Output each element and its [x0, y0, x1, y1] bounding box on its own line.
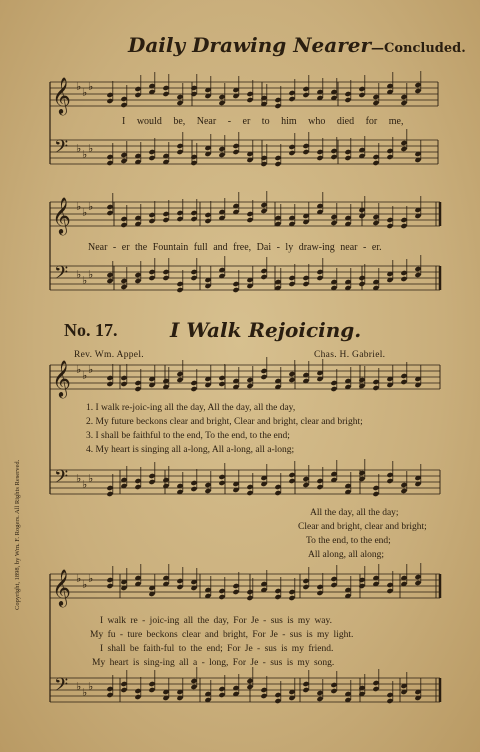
key-flat: ♭ — [76, 363, 82, 376]
key-flat: ♭ — [88, 142, 94, 155]
refrain-2: My fu - ture beckons clear and bright, For Je - sus is my light. — [90, 630, 354, 640]
echo-3: To the end, to the end; — [306, 536, 391, 546]
key-flat: ♭ — [88, 268, 94, 281]
song2-lyricist: Rev. Wm. Appel. — [74, 350, 144, 360]
verse-1: 1. I walk re-joic-ing all the day, All the day, all the day, — [86, 403, 296, 413]
key-flat: ♭ — [88, 572, 94, 585]
verse-2: 2. My future beckons clear and bright, Clear and bright, clear and bright; — [86, 417, 363, 427]
key-flat: ♭ — [76, 680, 82, 693]
verse-3: 3. I shall be faithful to the end, To the end, to the end; — [86, 431, 290, 441]
key-flat: ♭ — [82, 578, 88, 591]
echo-1: All the day, all the day; — [310, 508, 399, 518]
treble-clef: 𝄞 — [52, 196, 71, 234]
bass-clef: 𝄢 — [54, 263, 69, 288]
key-flat: ♭ — [76, 80, 82, 93]
key-flat: ♭ — [76, 200, 82, 213]
treble-clef: 𝄞 — [52, 568, 71, 606]
key-flat: ♭ — [88, 363, 94, 376]
echo-2: Clear and bright, clear and bright; — [298, 522, 427, 532]
song2-composer: Chas. H. Gabriel. — [314, 350, 386, 360]
verse-4: 4. My heart is singing all a-long, All a-long, all a-long; — [86, 445, 295, 455]
key-flat: ♭ — [88, 680, 94, 693]
song1-title-text: Daily Drawing Nearer — [128, 33, 371, 57]
key-flat: ♭ — [82, 274, 88, 287]
bass-clef: 𝄢 — [54, 675, 69, 700]
key-flat: ♭ — [76, 572, 82, 585]
song2-title: I Walk Rejoicing. — [170, 318, 362, 342]
key-flat: ♭ — [82, 686, 88, 699]
song1-lyric-line1: I would be, Near - er to him who died for me, — [122, 116, 404, 127]
song1-title-suffix: —Concluded. — [371, 41, 466, 56]
key-flat: ♭ — [82, 206, 88, 219]
key-flat: ♭ — [88, 200, 94, 213]
key-flat: ♭ — [82, 369, 88, 382]
treble-clef: 𝄞 — [52, 76, 71, 114]
echo-4: All along, all along; — [308, 550, 384, 560]
copyright-notice: Copyright, 1898, by Wm. F. Rogers. All Rights Reserved. — [14, 459, 21, 610]
refrain-1: I walk re - joic-ing all the day, For Je - sus is my way. — [100, 616, 333, 626]
bass-clef: 𝄢 — [54, 467, 69, 492]
treble-clef: 𝄞 — [52, 359, 71, 397]
key-flat: ♭ — [82, 148, 88, 161]
key-flat: ♭ — [76, 472, 82, 485]
song2-number: No. 17. — [64, 320, 118, 340]
song1-title — [128, 33, 466, 57]
song1-lyric-line2: Near - er the Fountain full and free, Dai - ly draw-ing near - er. — [88, 242, 382, 253]
bass-clef: 𝄢 — [54, 137, 69, 162]
key-flat: ♭ — [88, 80, 94, 93]
key-flat: ♭ — [82, 478, 88, 491]
refrain-3: I shall be faith-ful to the end; For Je - sus is my friend. — [100, 644, 334, 654]
key-flat: ♭ — [82, 86, 88, 99]
key-flat: ♭ — [88, 472, 94, 485]
refrain-4: My heart is sing-ing all a - long, For Je - sus is my song. — [92, 658, 335, 668]
key-flat: ♭ — [76, 142, 82, 155]
key-flat: ♭ — [76, 268, 82, 281]
